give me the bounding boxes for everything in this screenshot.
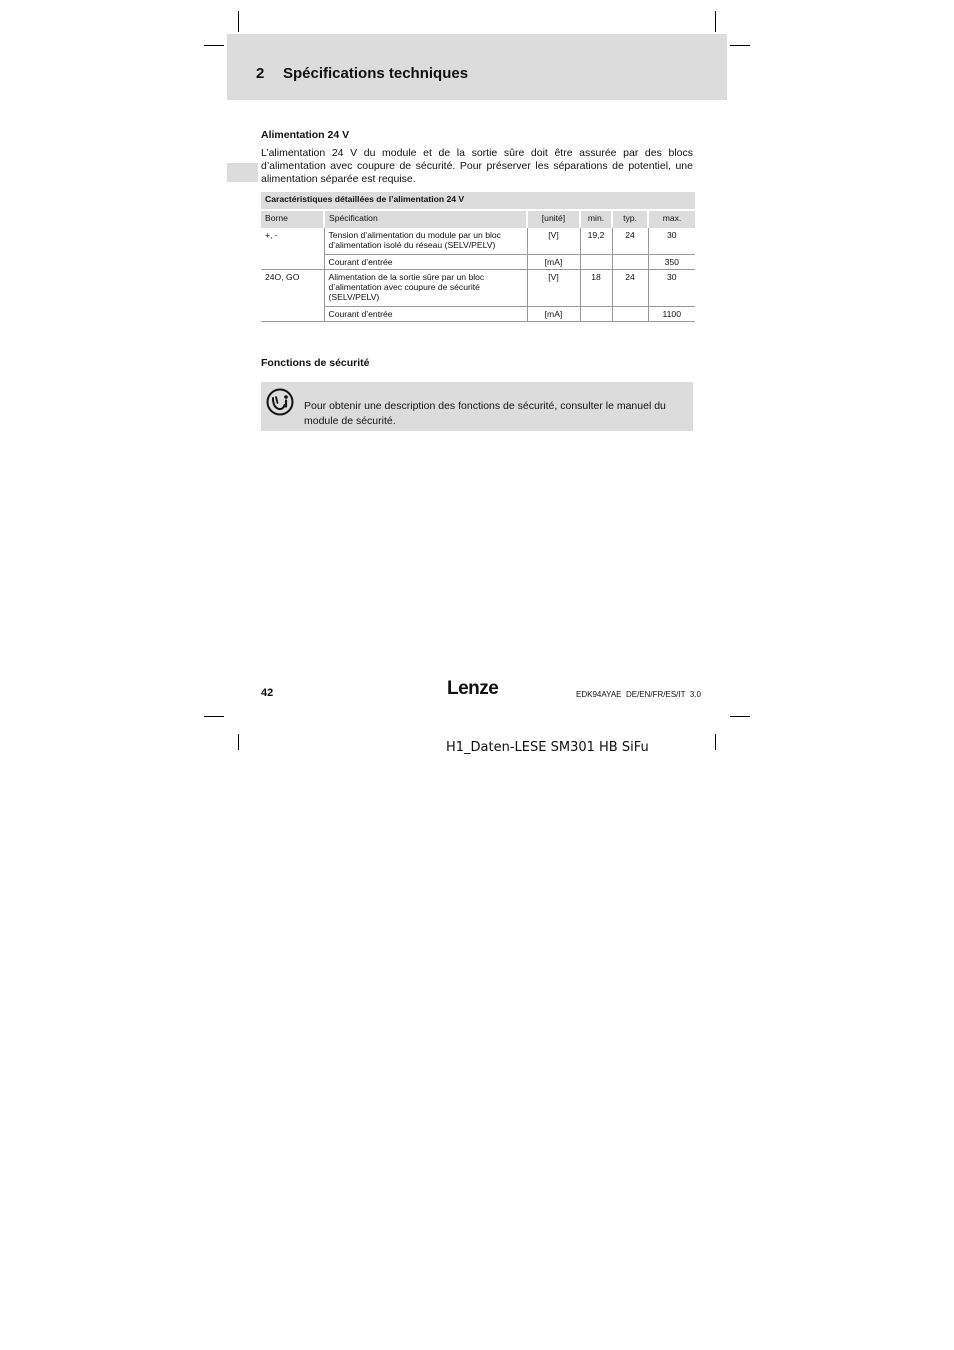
note-text: Pour obtenir une description des fonctions de sécurité, consulter le manuel du module de sécurité. [304,400,666,427]
terminal-cell: 24O, GO [261,270,324,322]
crop-mark [204,45,224,46]
hint-icon [266,388,294,416]
table-row [261,255,695,270]
document-code: EDK94AYAE DE/EN/FR/ES/IT 3.0 [576,690,701,699]
side-marker-tab [227,163,258,182]
table-row [261,270,695,307]
crop-mark [730,716,750,717]
table-row [261,307,695,322]
max-cell: 30 [648,270,695,307]
min-cell [580,255,612,270]
chapter-title: Spécifications techniques [283,65,469,82]
lenze-logo: Lenze [447,678,499,699]
typ-cell: 24 [612,270,648,307]
table-header-cell: typ. [612,211,648,228]
unit-cell: [mA] [527,255,580,270]
page-number: 42 [261,687,274,699]
power-spec-table [261,192,695,322]
crop-mark [238,734,239,750]
unit-cell: [V] [527,228,580,255]
typ-cell [612,255,648,270]
min-cell [580,307,612,322]
typ-cell: 24 [612,228,648,255]
file-label: H1_Daten-LESE SM301 HB SiFu [446,740,649,755]
unit-cell: [V] [527,270,580,307]
unit-cell: [mA] [527,307,580,322]
crop-mark [238,11,239,32]
table-row [261,228,695,255]
max-cell: 350 [648,255,695,270]
crop-mark [715,734,716,750]
spec-cell: Courant d’entrée [324,255,527,270]
table-header-cell: min. [580,211,612,228]
power-paragraph: L’alimentation 24 V du module et de la sortie sûre doit être assurée par des blocs d’alimentation avec coupure de sécurité. Pour préserver les séparations de potentiel, une alimentation séparée est requise. [261,147,693,185]
table-header-row [261,211,695,228]
section-heading-power: Alimentation 24 V [261,129,350,141]
crop-mark [730,45,750,46]
table-header-cell: max. [648,211,695,228]
max-cell: 30 [648,228,695,255]
min-cell: 18 [580,270,612,307]
crop-mark [715,11,716,32]
spec-cell: Courant d’entrée [324,307,527,322]
typ-cell [612,307,648,322]
table-header-cell: Spécification [324,211,527,228]
chapter-number: 2 [256,65,265,82]
min-cell: 19,2 [580,228,612,255]
table-header-cell: Borne [261,211,324,228]
spec-cell: Tension d’alimentation du module par un bloc d’alimentation isolé du réseau (SELV/PELV) [324,228,527,255]
crop-mark [204,716,224,717]
spec-cell: Alimentation de la sortie sûre par un bloc d’alimentation avec coupure de sécurité (SELV/PELV) [324,270,527,307]
table-caption: Caractéristiques détaillées de l’alimentation 24 V [261,192,695,209]
table-header-cell: [unité] [527,211,580,228]
terminal-cell: +, - [261,228,324,270]
section-heading-safety: Fonctions de sécurité [261,357,370,369]
max-cell: 1100 [648,307,695,322]
